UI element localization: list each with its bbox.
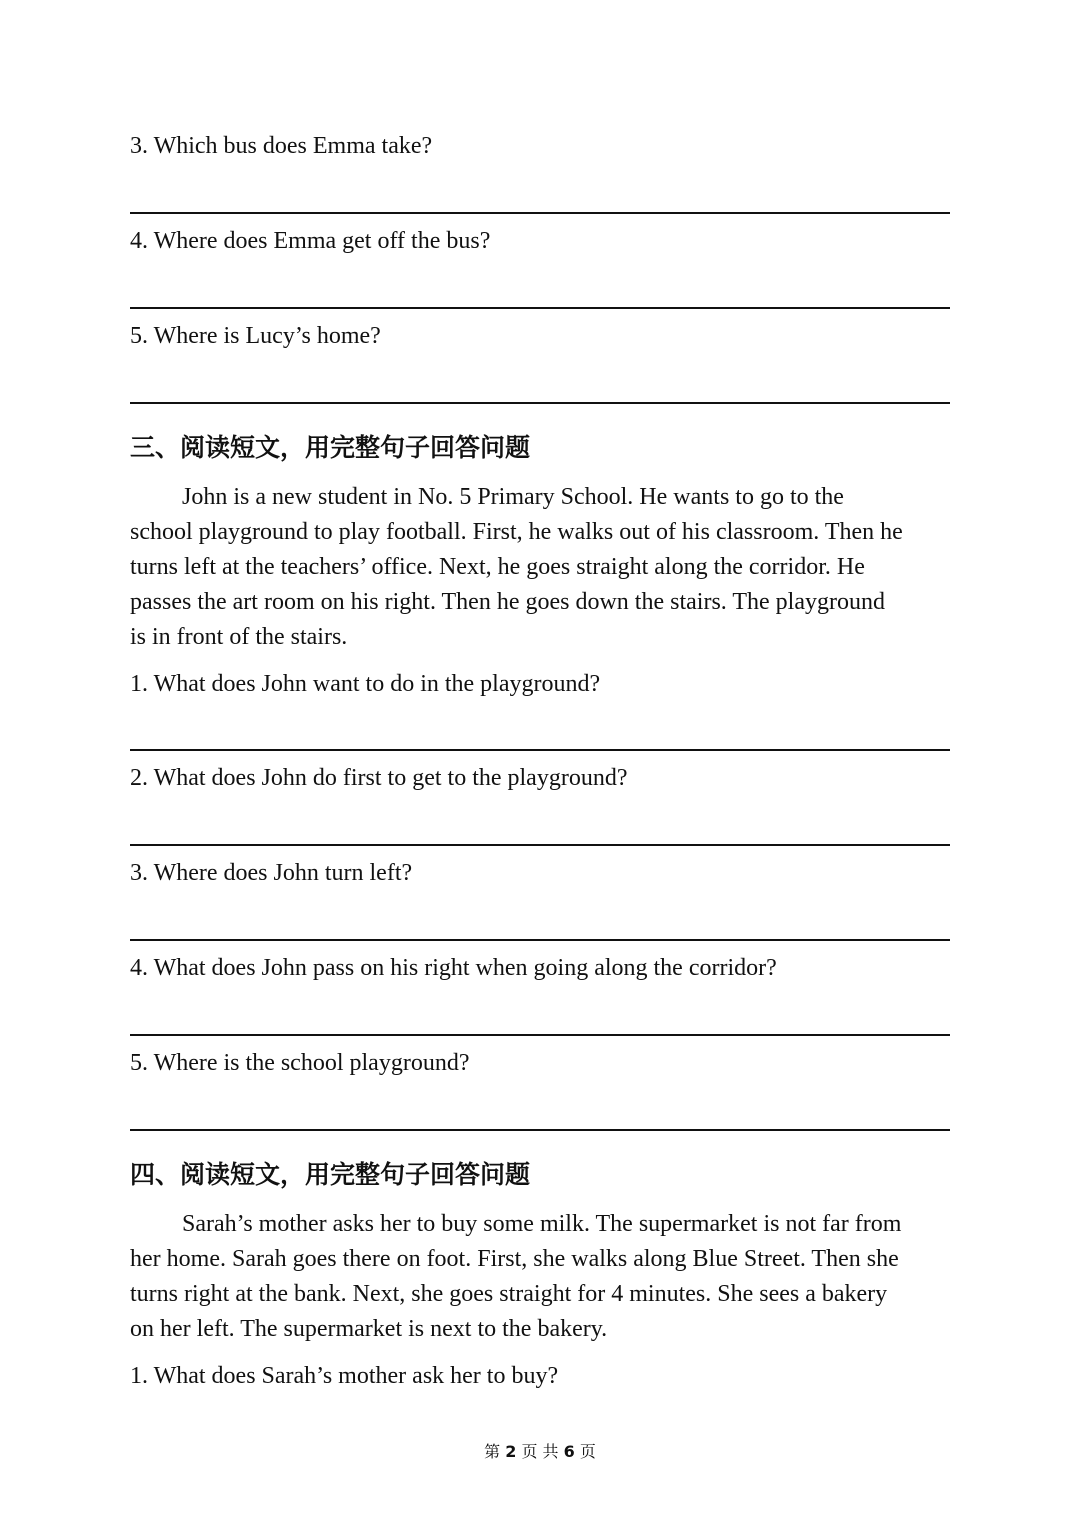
answer-line-s3-5[interactable] bbox=[130, 1129, 950, 1131]
question-s2-3: 3. Which bus does Emma take? bbox=[130, 133, 433, 159]
footer-suffix: 页 bbox=[579, 1442, 596, 1461]
answer-line-s2-4[interactable] bbox=[130, 307, 950, 309]
passage-line: passes the art room on his right. Then he goes down the stairs. The playground bbox=[130, 589, 885, 615]
answer-line-s3-3[interactable] bbox=[130, 939, 950, 941]
section3-passage bbox=[130, 480, 950, 655]
total-page-number: 6 bbox=[563, 1442, 575, 1461]
passage-line: on her left. The supermarket is next to the bakery. bbox=[130, 1316, 608, 1342]
passage-line: is in front of the stairs. bbox=[130, 624, 348, 650]
question-s3-4: 4. What does John pass on his right when going along the corridor? bbox=[130, 955, 777, 981]
footer-middle: 页 共 bbox=[521, 1442, 559, 1461]
passage-line: her home. Sarah goes there on foot. First, she walks along Blue Street. Then she bbox=[130, 1246, 899, 1272]
question-s3-2: 2. What does John do first to get to the playground? bbox=[130, 765, 628, 791]
question-s3-3: 3. Where does John turn left? bbox=[130, 860, 413, 886]
passage-line: school playground to play football. First, he walks out of his classroom. Then he bbox=[130, 519, 903, 545]
answer-line-s3-1[interactable] bbox=[130, 749, 950, 751]
question-s4-1: 1. What does Sarah’s mother ask her to buy? bbox=[130, 1363, 559, 1389]
answer-line-s2-3[interactable] bbox=[130, 212, 950, 214]
section3-heading: 三、阅读短文，用完整句子回答问题 bbox=[130, 433, 531, 462]
section4-heading: 四、阅读短文，用完整句子回答问题 bbox=[130, 1160, 531, 1189]
page-footer bbox=[0, 1442, 1080, 1462]
section4-passage bbox=[130, 1207, 950, 1347]
passage-line: turns left at the teachers’ office. Next, he goes straight along the corridor. He bbox=[130, 554, 865, 580]
answer-line-s3-2[interactable] bbox=[130, 844, 950, 846]
passage-line: turns right at the bank. Next, she goes straight for 4 minutes. She sees a bakery bbox=[130, 1281, 888, 1307]
current-page-number: 2 bbox=[505, 1442, 517, 1461]
question-s3-5: 5. Where is the school playground? bbox=[130, 1050, 470, 1076]
question-s2-4: 4. Where does Emma get off the bus? bbox=[130, 228, 491, 254]
answer-line-s3-4[interactable] bbox=[130, 1034, 950, 1036]
question-s2-5: 5. Where is Lucy’s home? bbox=[130, 323, 381, 349]
footer-prefix: 第 bbox=[484, 1442, 501, 1461]
passage-line: John is a new student in No. 5 Primary School. He wants to go to the bbox=[182, 484, 844, 510]
question-s3-1: 1. What does John want to do in the playground? bbox=[130, 671, 601, 697]
answer-line-s2-5[interactable] bbox=[130, 402, 950, 404]
passage-line: Sarah’s mother asks her to buy some milk. The supermarket is not far from bbox=[182, 1211, 902, 1237]
